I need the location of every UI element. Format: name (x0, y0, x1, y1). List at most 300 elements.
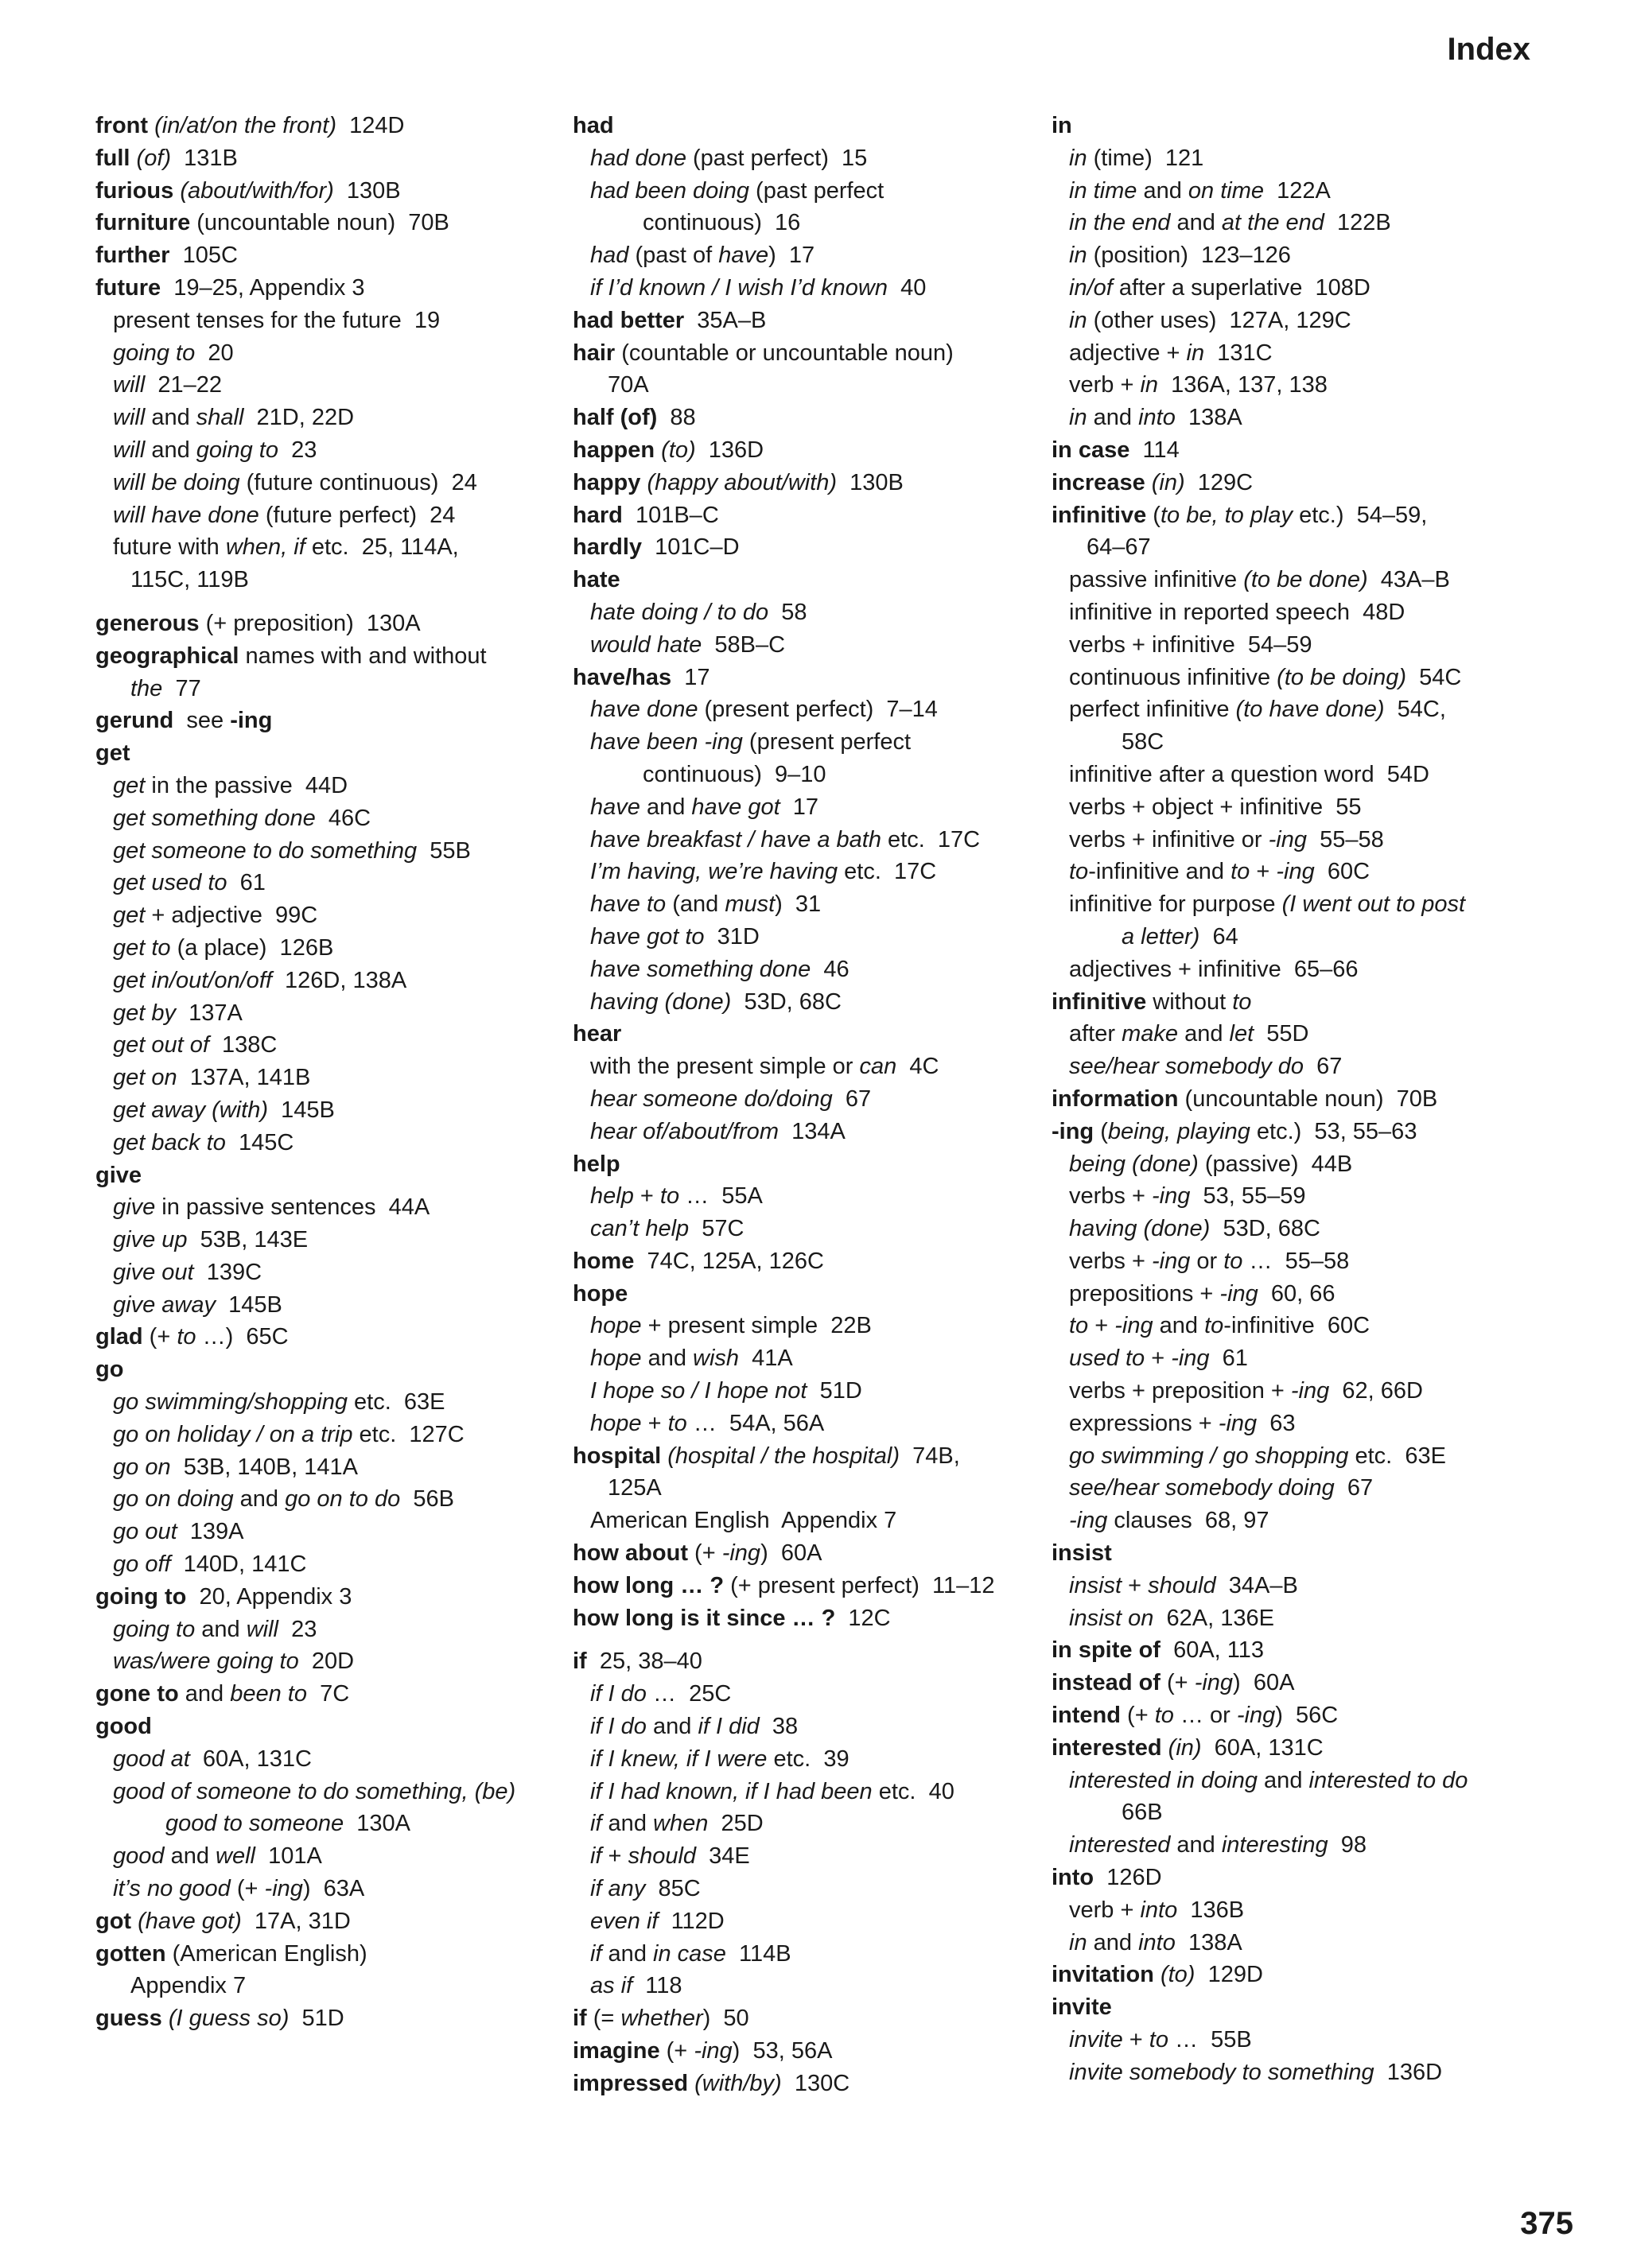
index-entry (573, 564, 1042, 596)
index-entry (573, 467, 1042, 499)
index-text: verbs + (1069, 1183, 1152, 1210)
index-text: 55B (417, 837, 471, 864)
index-headword: infinitive (1052, 988, 1147, 1015)
index-headword: if (573, 2006, 587, 2032)
index-subentry (95, 369, 541, 402)
index-text: 20, Appendix 3 (186, 1583, 352, 1610)
index-text: hear of/about/from (590, 1118, 779, 1144)
index-text: had done (590, 145, 686, 171)
index-text: and (1087, 1929, 1139, 1955)
index-subentry (573, 726, 1042, 759)
index-text: continuous) 9–10 (643, 761, 826, 787)
index-text: 129C (1184, 469, 1254, 495)
index-text: (future continuous) 24 (239, 469, 477, 495)
index-subentry (1052, 564, 1529, 596)
index-text: if (590, 1843, 602, 1870)
index-text: 60C (1314, 859, 1370, 885)
index-entry (1052, 1537, 1529, 1570)
index-text: on time (1188, 177, 1265, 204)
index-text: 31D (704, 923, 760, 950)
index-text: 136A, 137, 138 (1158, 372, 1328, 398)
index-text: verbs + infinitive or (1069, 826, 1269, 852)
index-text: ) 63A (302, 1876, 365, 1902)
index-text: -ing (1194, 1670, 1234, 1696)
index-subentry (573, 693, 1042, 726)
index-subentry (95, 1743, 541, 1776)
index-text: 114 (1129, 437, 1180, 463)
index-text: whether (620, 2006, 703, 2032)
index-subentry (573, 953, 1042, 986)
index-text: hate doing / to do (590, 599, 769, 625)
index-subentry (1052, 1213, 1529, 1245)
index-text: 61 (227, 870, 266, 896)
index-text: (in) (1161, 1734, 1202, 1761)
index-text: 54C (1405, 664, 1462, 690)
index-entry (95, 1159, 541, 1192)
index-headword: hardly (573, 534, 643, 561)
index-text: 88 (657, 405, 696, 431)
index-headword: generous (95, 610, 200, 636)
index-subentry (1052, 1310, 1529, 1342)
index-text: (+ (230, 1876, 265, 1902)
index-text: going to (113, 1616, 196, 1642)
index-entry (573, 434, 1042, 467)
index-text: interested to do (1308, 1767, 1468, 1793)
index-subentry (573, 1505, 1042, 1537)
index-subentry (1052, 662, 1529, 694)
index-text: 139C (193, 1259, 262, 1285)
index-subentry (573, 272, 1042, 305)
index-text: 126D (1094, 1865, 1162, 1891)
index-subentry (95, 770, 541, 802)
index-text: + (641, 1410, 668, 1436)
index-text: see (173, 708, 231, 734)
index-subentry (95, 1386, 541, 1419)
index-text: (present perfect) 7–14 (698, 697, 938, 723)
index-subentry (573, 1905, 1042, 1938)
index-subentry (1052, 305, 1529, 337)
index-headword: impressed (573, 2070, 689, 2096)
index-subentry (573, 1840, 1042, 1873)
index-entry-continuation (1087, 921, 1529, 953)
index-text: -ing (1171, 1346, 1210, 1372)
index-subentry (95, 1548, 541, 1581)
index-text: 105C (169, 243, 238, 269)
index-text: 62A, 136E (1153, 1605, 1274, 1631)
index-subentry (573, 1083, 1042, 1116)
index-text: 51D (807, 1378, 862, 1404)
index-text: to (177, 1324, 196, 1350)
index-text: will (246, 1616, 278, 1642)
index-text: 64 (1199, 923, 1238, 950)
index-text: in the passive 44D (145, 772, 348, 798)
index-headword: invite (1052, 1994, 1112, 2021)
index-text: 60A, 131C (1201, 1734, 1324, 1761)
index-subentry (1052, 1148, 1529, 1181)
index-text: 46 (811, 956, 849, 982)
index-column-1 (95, 110, 541, 2035)
index-subentry (95, 1840, 541, 1873)
index-text: to (1232, 988, 1252, 1015)
index-text: 101C–D (642, 534, 740, 561)
index-text: names with and without (239, 643, 487, 669)
index-headword: how long … ? (573, 1572, 725, 1598)
index-text: clauses 68, 97 (1107, 1508, 1269, 1534)
index-text: continuous) 16 (643, 210, 801, 236)
index-text: (in) (1145, 469, 1185, 495)
index-text: had been doing (590, 177, 749, 204)
index-text: go swimming/shopping (113, 1389, 348, 1416)
index-entry-continuation (95, 673, 541, 705)
index-text: -ing (1276, 859, 1315, 885)
index-text: etc. 39 (767, 1746, 849, 1772)
index-headword: how about (573, 1540, 688, 1567)
index-text: 145B (268, 1097, 335, 1123)
index-text: go out (113, 1519, 177, 1545)
index-headword: increase (1052, 469, 1145, 495)
index-text: and (640, 794, 692, 820)
index-text: etc.) 53, 55–63 (1250, 1118, 1417, 1144)
index-text: give away (113, 1291, 216, 1318)
index-subentry (1052, 1440, 1529, 1473)
index-text: in (1140, 372, 1159, 398)
index-text: if I knew, if I were (590, 1746, 768, 1772)
index-text: -ing (1151, 1248, 1191, 1274)
index-headword: give (95, 1162, 142, 1188)
index-entry (95, 272, 541, 305)
index-text: to be, to play (1160, 502, 1293, 528)
index-text: 137A (176, 1000, 243, 1026)
index-headword: hate (573, 567, 620, 593)
running-head: Index (1447, 32, 1530, 67)
index-entry-continuation (573, 1472, 1042, 1505)
index-text: hope (590, 1313, 642, 1339)
index-subentry (95, 1614, 541, 1646)
index-text: if I had known, if I had been (590, 1778, 873, 1804)
index-text: if I do (590, 1714, 647, 1740)
index-subentry (1052, 856, 1529, 888)
index-text: (I guess so) (161, 2006, 290, 2032)
index-text: make (1122, 1021, 1179, 1047)
index-text: 74C, 125A, 126C (634, 1248, 824, 1274)
index-text: and (145, 405, 196, 431)
index-text: go on (113, 1454, 171, 1480)
index-text: 17 (671, 664, 710, 690)
index-text: … 25C (646, 1681, 732, 1707)
index-text: (uncountable noun) 70B (1178, 1085, 1438, 1112)
index-text: to (1149, 2027, 1168, 2053)
index-text: have done (590, 697, 698, 723)
index-subentry (1052, 1472, 1529, 1505)
index-subentry (573, 1970, 1042, 2002)
index-subentry (573, 824, 1042, 856)
index-text: 66B (1122, 1800, 1163, 1826)
index-text: (to) (655, 437, 696, 463)
index-text: get in/out/on/off (113, 967, 272, 993)
index-text: 64–67 (1087, 534, 1151, 561)
index-text: in (1069, 243, 1087, 269)
index-entry-continuation (95, 564, 541, 596)
index-subentry (1052, 402, 1529, 434)
index-subentry (1052, 1245, 1529, 1278)
index-text: when (653, 1811, 709, 1837)
index-headword: happy (573, 469, 641, 495)
index-text: 20D (298, 1649, 355, 1675)
index-text: in time (1069, 177, 1137, 204)
index-text: in passive sentences 44A (155, 1194, 430, 1221)
index-entry (573, 2002, 1042, 2035)
index-text: get back to (113, 1129, 226, 1155)
index-text: infinitive in reported speech 48D (1069, 599, 1405, 625)
index-headword: intend (1052, 1703, 1121, 1729)
index-text: -ing (1218, 1410, 1258, 1436)
index-text: 114B (725, 1940, 791, 1967)
index-text: into (1138, 1929, 1176, 1955)
index-text: and (601, 1940, 653, 1967)
index-text: interested in doing (1069, 1767, 1258, 1793)
index-text: -ing (721, 1540, 761, 1567)
index-text: can (859, 1054, 897, 1080)
index-text: been to (230, 1681, 307, 1707)
index-subentry (1052, 1570, 1529, 1602)
index-subentry (1052, 629, 1529, 662)
index-text: -ing (1219, 1280, 1258, 1307)
index-text: (I went out to post (1281, 891, 1466, 918)
page-number: 375 (1520, 2206, 1573, 2241)
index-text: and (195, 1616, 247, 1642)
index-headword: into (1052, 1865, 1094, 1891)
index-text: -ing (1268, 826, 1307, 852)
index-text: (time) 121 (1087, 145, 1204, 171)
index-text: to (1154, 1703, 1174, 1729)
index-text: 21–22 (145, 372, 223, 398)
index-text: 122A (1264, 177, 1331, 204)
index-text: 54C, (1384, 697, 1446, 723)
index-subentry (573, 596, 1042, 629)
index-text: 126D, 138A (271, 967, 407, 993)
index-text: or (1190, 1248, 1224, 1274)
index-headword: instead of (1052, 1670, 1161, 1696)
index-subentry (95, 899, 541, 932)
index-subentry (1052, 2024, 1529, 2056)
index-column-2 (573, 110, 1042, 2100)
index-subentry (573, 1116, 1042, 1148)
index-entry (1052, 986, 1529, 1019)
index-subentry (95, 997, 541, 1030)
index-headword: gone to (95, 1681, 179, 1707)
index-text: -ing (1151, 1183, 1191, 1210)
index-text: -ing (694, 2038, 733, 2064)
index-text: good to someone (165, 1811, 344, 1837)
index-text: 58C (1122, 729, 1164, 755)
index-subentry (573, 1408, 1042, 1440)
index-text: ( (1146, 502, 1161, 528)
index-text: 138A (1175, 405, 1242, 431)
index-text: 145C (225, 1129, 294, 1155)
index-text: -infinitive 60C (1223, 1313, 1370, 1339)
index-text: have to (590, 891, 667, 918)
index-text: passive infinitive (1069, 567, 1244, 593)
index-entry (573, 2068, 1042, 2100)
index-text: adjectives + infinitive 65–66 (1069, 956, 1359, 982)
index-text: 98 (1328, 1832, 1367, 1858)
index-text: give up (113, 1227, 188, 1253)
index-subentry (1052, 596, 1529, 629)
index-text: (+ (659, 2038, 694, 2064)
index-text: being, playing (1107, 1118, 1250, 1144)
index-text: 145B (215, 1291, 282, 1318)
index-text: verbs + preposition + (1069, 1378, 1291, 1404)
index-subentry (1052, 1829, 1529, 1862)
index-headword: hair (573, 340, 616, 366)
index-text: if (590, 1940, 602, 1967)
index-text: into (1138, 405, 1176, 431)
index-entry (95, 1938, 541, 1971)
index-text: continuous infinitive (1069, 664, 1277, 690)
index-subentry (95, 1289, 541, 1322)
index-text: hope (590, 1346, 642, 1372)
index-headword: further (95, 243, 170, 269)
index-subentry (95, 467, 541, 499)
index-text: in (1186, 340, 1205, 366)
index-text: (past perfect (748, 177, 884, 204)
index-entry (573, 1278, 1042, 1311)
index-entry (1052, 499, 1529, 532)
index-text: have got (691, 794, 780, 820)
index-text: and (1137, 177, 1188, 204)
index-subentry (95, 402, 541, 434)
index-text: verb + (1069, 372, 1141, 398)
index-text: (position) 123–126 (1087, 243, 1291, 269)
index-entry-continuation (130, 1808, 541, 1840)
index-headword: going to (95, 1583, 187, 1610)
index-entry (95, 110, 541, 142)
index-text: infinitive after a question word 54D (1069, 761, 1429, 787)
index-text: interesting (1221, 1832, 1328, 1858)
index-text: used to (1069, 1346, 1145, 1372)
index-text: 34A–B (1215, 1572, 1298, 1598)
index-entry-continuation (95, 1970, 541, 2002)
index-text: help (590, 1183, 634, 1210)
index-subentry (95, 835, 541, 868)
index-headword: had better (573, 307, 685, 333)
index-entry (1052, 1083, 1529, 1116)
index-text: and (1087, 405, 1139, 431)
index-text: into (1140, 1897, 1178, 1923)
index-text: (+ (142, 1324, 177, 1350)
index-text: well (216, 1843, 255, 1870)
index-subentry (95, 305, 541, 337)
index-text: (+ (1160, 1670, 1195, 1696)
index-text: must (725, 891, 776, 918)
index-text: 60A, 131C (189, 1746, 312, 1772)
index-text: 61 (1209, 1346, 1248, 1372)
index-text: to (659, 1183, 680, 1210)
index-text: …) 65C (196, 1324, 289, 1350)
index-text: … 55–58 (1242, 1248, 1350, 1274)
index-text: have got to (590, 923, 705, 950)
index-text: ( (1094, 1118, 1108, 1144)
index-entry (95, 207, 541, 239)
index-text: 130C (781, 2070, 850, 2096)
index-text: if I do (590, 1681, 647, 1707)
index-entry (573, 662, 1042, 694)
index-text: 136D (1374, 2059, 1443, 2085)
index-entry (573, 2035, 1042, 2068)
index-subentry (573, 1375, 1042, 1408)
index-entry (95, 705, 541, 737)
index-headword: in (1052, 113, 1072, 138)
index-text: 58 (768, 599, 807, 625)
index-text: 130B (333, 177, 401, 204)
index-text: if I’d known / I wish I’d known (590, 274, 888, 301)
index-subentry (573, 1938, 1042, 1971)
index-text: get something done (113, 805, 316, 831)
index-headword: insist (1052, 1540, 1112, 1567)
index-text: (to be doing) (1277, 664, 1406, 690)
index-subentry (1052, 791, 1529, 824)
index-text: even if (590, 1908, 659, 1934)
index-text: + (633, 1183, 660, 1210)
index-text: -ing (1290, 1378, 1330, 1404)
index-text: invite somebody to something (1069, 2059, 1374, 2085)
index-text: insist (1069, 1572, 1122, 1598)
index-text: 43A–B (1367, 567, 1450, 593)
index-entry (1052, 1732, 1529, 1765)
index-text: 12C (835, 1605, 891, 1631)
index-text: + (1088, 1313, 1115, 1339)
index-headword: home (573, 1248, 635, 1274)
index-text: 130A (344, 1811, 410, 1837)
index-text: 53D, 68C (1210, 1216, 1320, 1242)
index-headword: got (95, 1908, 132, 1934)
index-entry (573, 1645, 1042, 1678)
index-entry (573, 1537, 1042, 1570)
index-text: 40 (887, 274, 927, 301)
index-entry (573, 110, 1042, 142)
index-text: + (1145, 1346, 1172, 1372)
index-entry (1052, 1959, 1529, 1991)
index-subentry (1052, 1051, 1529, 1083)
index-text: 58B–C (702, 631, 786, 658)
index-headword: invitation (1052, 1962, 1154, 1988)
index-text: ) 53, 56A (732, 2038, 833, 2064)
index-text: will be doing (113, 469, 240, 495)
index-text: 136D (695, 437, 764, 463)
index-text: after a superlative 108D (1112, 274, 1370, 301)
index-text: verbs + object + infinitive 55 (1069, 794, 1362, 820)
index-headword: interested (1052, 1734, 1162, 1761)
index-subentry (1052, 1927, 1529, 1959)
index-text: will have done (113, 502, 259, 528)
index-headword: infinitive (1052, 502, 1147, 528)
index-entry (95, 640, 541, 673)
index-text: after (1069, 1021, 1122, 1047)
index-column-3 (1052, 110, 1529, 2089)
index-entry (573, 337, 1042, 370)
index-text: infinitive for purpose (1069, 891, 1282, 918)
index-subentry (573, 856, 1042, 888)
index-headword: front (95, 113, 149, 138)
index-text: … 55B (1168, 2027, 1252, 2053)
index-subentry (573, 1776, 1042, 1808)
index-entry-continuation (1087, 1796, 1529, 1829)
index-text: 134A (778, 1118, 846, 1144)
index-subentry (1052, 142, 1529, 175)
index-entry (573, 402, 1042, 434)
index-text: (future perfect) 24 (259, 502, 456, 528)
index-text: being (done) (1069, 1151, 1199, 1177)
